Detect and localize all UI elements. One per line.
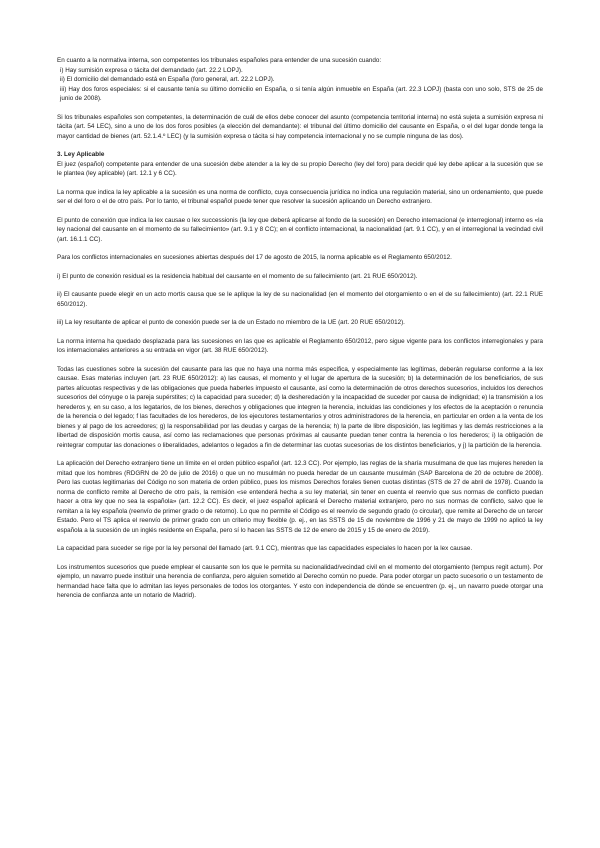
paragraph: La capacidad para suceder se rige por la ley personal del llamado (art. 9.1 CC), mientras que las capacidades especiales lo hacen por la lex causae. [57,545,473,552]
paragraph: Los instrumentos sucesorios que puede emplear el causante son los que le permita su nacionalidad/vecindad civil en el momento del otorgamiento (tempus regit actum). Por ejemplo, un navarro puede instituir una herencia de confianza, pero alguien sometido al Derecho común no puede. Para poder otorgar un pacto sucesorio o un testamento de hermandad hace falta que lo admitan las leyes personales de todos los otorgantes. Y esto con independencia de dónde se encuentren (p. ej., un navarro puede otorgar una herencia de confianza ante un notario de Madrid). [57,563,543,599]
intro-lead: En cuanto a la normativa interna, son competentes los tribunales españoles para entender de una sucesión cuando: [57,57,382,64]
paragraph: La norma que indica la ley aplicable a la sucesión es una norma de conflicto, cuya consecuencia jurídica no indica una regulación material, sino un ordenamiento, que puede ser el del foro o el de otro país. Por lo tanto, el tribunal español puede tener que resolver la sucesión aplicando un Derecho extranjero. [57,188,543,205]
paragraph: ii) El causante puede elegir en un acto mortis causa que se le aplique la ley de su nacionalidad (en el momento del otorgamiento o en el de su fallecimiento) (art. 22.1 RUE 650/2012). [57,291,543,308]
paragraph: El juez (español) competente para entender de una sucesión debe atender a la ley de su propio Derecho (ley del foro) para decidir qué ley debe aplicar a la sucesión que se le plantea (ley aplicable) (art. 12.1 y 6 CC). [57,160,543,177]
paragraph: La norma interna ha quedado desplazada para las sucesiones en las que es aplicable el Reglamento 650/2012, pero sigue vigente para los conflictos interregionales y para los internacionales anteriores a su entrada en vigor (art. 38 RUE 650/2012). [57,337,543,354]
paragraph: Para los conflictos internacionales en sucesiones abiertas después del 17 de agosto de 2015, la norma aplicable es el Reglamento 650/2012. [57,254,452,261]
list-item: i) Hay sumisión expresa o tácita del demandado (art. 22.2 LOPJ). [60,66,243,74]
paragraph: Todas las cuestiones sobre la sucesión del causante para las que no haya una norma más específica, y especialmente las legítimas, deberán regularse conforme a la lex causae. Esas materias incluyen (art. 23 RUE 650/2012): a) las causas, el momento y el lugar de apertura de la sucesión; b) la determinación de los beneficiarios, de sus partes alícuotas respectivas y de las obligaciones que pueda haberles impuesto el causante, así como la determinación de otros derechos sucesorios, incluidos los derechos sucesorios del cónyuge o la pareja supérstites; c) la capacidad para suceder; d) la desheredación y la incapacidad de suceder por causa de indignidad; e) la transmisión a los herederos y, en su caso, a los legatarios, de los bienes, derechos y obligaciones que integren la herencia, incluidas las condiciones y los efectos de la aceptación o renuncia de la herencia o del legado; f las facultades de los herederos, de los ejecutores testamentarios y otros administradores de la herencia, en particular en orden a la venta de los bienes y al pago de los acreedores; g) la responsabilidad por las deudas y cargas de la herencia; h) la parte de libre disposición, las legítimas y las demás restricciones a la libertad de disposición mortis causa, así como las reclamaciones que personas próximas al causante puedan tener contra la herencia o los herederos; i) la obligación de reintegrar computar las donaciones o liberalidades, adelantos o legados a fin de determinar las cuotas sucesorias de los distintos beneficiarios, y j) la partición de la herencia. [57,365,543,449]
list-item: iii) Hay dos foros especiales: si el causante tenía su último domicilio en España, o si tenía algún inmueble en España (art. 22.3 LOPJ) (basta con uno solo, STS de 25 de junio de 2008). [60,85,543,102]
paragraph: i) El punto de conexión residual es la residencia habitual del causante en el momento de su fallecimiento (art. 21 RUE 650/2012). [57,272,418,280]
paragraph-competencia: Si los tribunales españoles son competentes, la determinación de cuál de ellos debe conocer del asunto (competencia territorial interna) no está sujeta a sumisión expresa ni tácita (art. 54 LEC), sino a uno de los dos foros posibles (a elección del demandante): el tribunal del último domicilio del causante en España, o el del lugar donde tenga la mayor cantidad de bienes (art. 52.1.4.º LEC) (y la sumisión expresa o tácita si hay competencia internacional y no se cumple ninguna de las dos). [57,113,543,140]
paragraph: El punto de conexión que indica la lex causae o lex successionis (la ley que deberá aplicarse al fondo de la sucesión) en Derecho internacional (e interregional) interno es «la ley nacional del causante en el momento de su fallecimiento» (art. 9.1 y 8 CC); en el conflicto internacional, la nacionalidad (art. 9.1 CC), y en el interregional la vecindad civil (art. 16.1.1 CC). [57,216,543,243]
list-item: ii) El domicilio del demandado está en España (foro general, art. 22.2 LOPJ). [60,76,275,83]
paragraph: La aplicación del Derecho extranjero tiene un límite en el orden público español (art. 12.3 CC). Por ejemplo, las reglas de la sharía musulmana de que las mujeres hereden la mitad que los hombres (RDGRN de 20 de julio de 2016) o que un no musulmán no pueda heredar de un causante musulmán (SAP Barcelona de 20 de octubre de 2008). Pero las cuotas legitimarias del Código no son materia de orden público, pues los mismos Derechos forales tienen cuotas distintas (STS de 27 de abril de 1978). Cuando la norma de conflicto remite al Derecho de otro país, la remisión «se entenderá hecha a su ley material, sin tener en cuenta el reenvío que sus normas de conflicto puedan hacer a otra ley que no sea la española» (art. 12.2 CC). Es decir, el juez español aplicará el Derecho material extranjero, pero no sus normas de conflicto, salvo que le remitan a la ley española (reenvío de primer grado o de retorno). Lo que no permite el Código es el reenvío de segundo grado (o circular), que remite al Derecho de un tercer Estado. Pero el TS aplica el reenvío de primer grado con un criterio muy flexible (p. ej., en las SSTS de 15 de noviembre de 1996 y 21 de mayo de 1999 no aplicó la ley española a la sucesión de un inglés residente en España, pero sí lo hacen las SSTS de 12 de enero de 2015 y 15 de enero de 2019). [57,460,543,534]
section-heading: 3. Ley Aplicable [57,151,105,158]
paragraph: iii) La ley resultante de aplicar el punto de conexión puede ser la de un Estado no miembro de la UE (art. 20 RUE 650/2012). [57,319,405,326]
